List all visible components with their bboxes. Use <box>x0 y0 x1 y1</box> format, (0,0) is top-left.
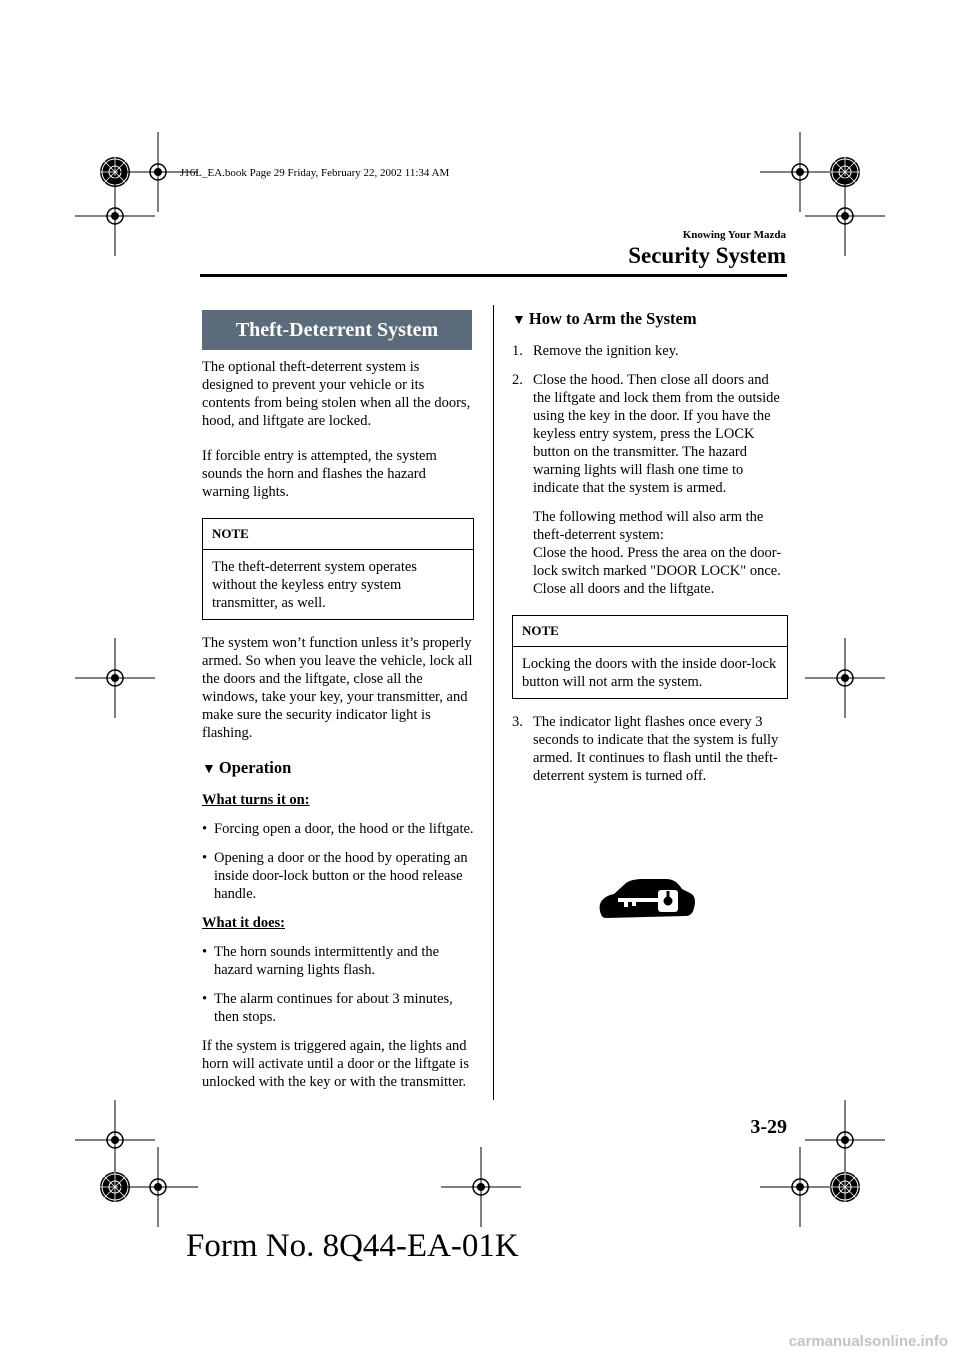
note-text: The theft-deterrent system operates without the keyless entry system transmitter, as well. <box>212 559 417 611</box>
note-box <box>512 615 788 699</box>
list-item: • Opening a door or the hood by operating an inside door-lock button or the hood release handle. <box>202 850 468 902</box>
column-divider <box>493 305 494 1100</box>
car-key-indicator-icon <box>596 875 698 921</box>
print-stamp: J16L_EA.book Page 29 Friday, February 22, 2002 11:34 AM <box>180 167 450 179</box>
step-item: 1. Remove the ignition key. <box>512 343 679 359</box>
what-it-does-label: What it does: <box>202 915 285 931</box>
step-item: 2. Close the hood. Then close all doors and the liftgate and lock them from the outside using the key in the door. If you have the keyless entry system, press the LOCK button on the transmitter. The hazard warning lights will flash one time to indicate that the system is armed. <box>512 372 780 496</box>
retrigger-paragraph: If the system is triggered again, the lights and horn will activate until a door or the liftgate is unlocked with the key or with the transmitter. <box>202 1038 469 1090</box>
operation-heading: ▼ Operation <box>202 758 292 777</box>
bullet-icon: • <box>202 850 208 866</box>
crosshair-registration-icon <box>760 132 840 212</box>
crosshair-registration-icon <box>75 638 155 718</box>
section-kicker: Knowing Your Mazda <box>682 229 786 241</box>
crosshair-registration-icon <box>441 1147 521 1227</box>
right-column <box>512 310 788 796</box>
triangle-down-icon: ▼ <box>512 313 526 328</box>
turns-on-label: What turns it on: <box>202 792 310 808</box>
crosshair-registration-icon <box>75 1100 155 1180</box>
site-watermark: carmanualsonline.info <box>788 1333 948 1350</box>
page-number: 3-29 <box>750 1116 787 1138</box>
bullet-icon: • <box>202 991 208 1007</box>
arm-heading: ▼ How to Arm the System <box>512 309 697 328</box>
triangle-down-icon: ▼ <box>202 762 216 777</box>
crosshair-registration-icon <box>760 1147 840 1227</box>
form-number: Form No. 8Q44-EA-01K <box>186 1228 519 1264</box>
crosshair-registration-icon <box>805 176 885 256</box>
arming-paragraph: The system won’t function unless it’s properly armed. So when you leave the vehicle, lock all the doors and the liftgate, close all the windows, take your key, your transmitter, and make sure the security indicator light is flashing. <box>202 635 473 741</box>
crosshair-registration-icon <box>805 638 885 718</box>
step-item: 3. The indicator light flashes once every 3 seconds to indicate that the system is fully armed. It continues to flash until the theft-deterrent system is turned off. <box>512 714 779 784</box>
crosshair-registration-icon <box>75 176 155 256</box>
list-item: • The horn sounds intermittently and the hazard warning lights flash. <box>202 944 440 978</box>
list-item: • Forcing open a door, the hood or the liftgate. <box>202 821 474 837</box>
note-text: Locking the doors with the inside door-lock button will not arm the system. <box>522 656 777 690</box>
title-rule <box>200 274 787 277</box>
alt-method-text: Close the hood. Press the area on the door-lock switch marked "DOOR LOCK" once. Close all doors and the liftgate. <box>533 545 782 597</box>
note-box <box>202 518 474 620</box>
crosshair-registration-icon <box>805 1100 885 1180</box>
section-heading-theft-deterrent: Theft-Deterrent System <box>202 310 472 350</box>
note-label: NOTE <box>513 616 787 647</box>
alt-method <box>512 508 788 598</box>
alt-method-intro: The following method will also arm the theft-deterrent system: <box>533 509 764 543</box>
page-title: Security System <box>628 243 786 268</box>
bullet-icon: • <box>202 821 208 837</box>
intro-paragraph: The optional theft-deterrent system is designed to prevent your vehicle or its contents from being stolen when all the doors, hood, and liftgate are locked. <box>202 359 471 429</box>
bullet-icon: • <box>202 944 208 960</box>
crosshair-registration-icon <box>118 1147 198 1227</box>
left-column <box>202 310 474 1108</box>
crosshair-registration-icon <box>830 1172 860 1202</box>
forcible-entry-paragraph: If forcible entry is attempted, the system sounds the horn and flashes the hazard warning lights. <box>202 448 437 500</box>
list-item: • The alarm continues for about 3 minutes, then stops. <box>202 991 453 1025</box>
note-label: NOTE <box>203 519 473 550</box>
